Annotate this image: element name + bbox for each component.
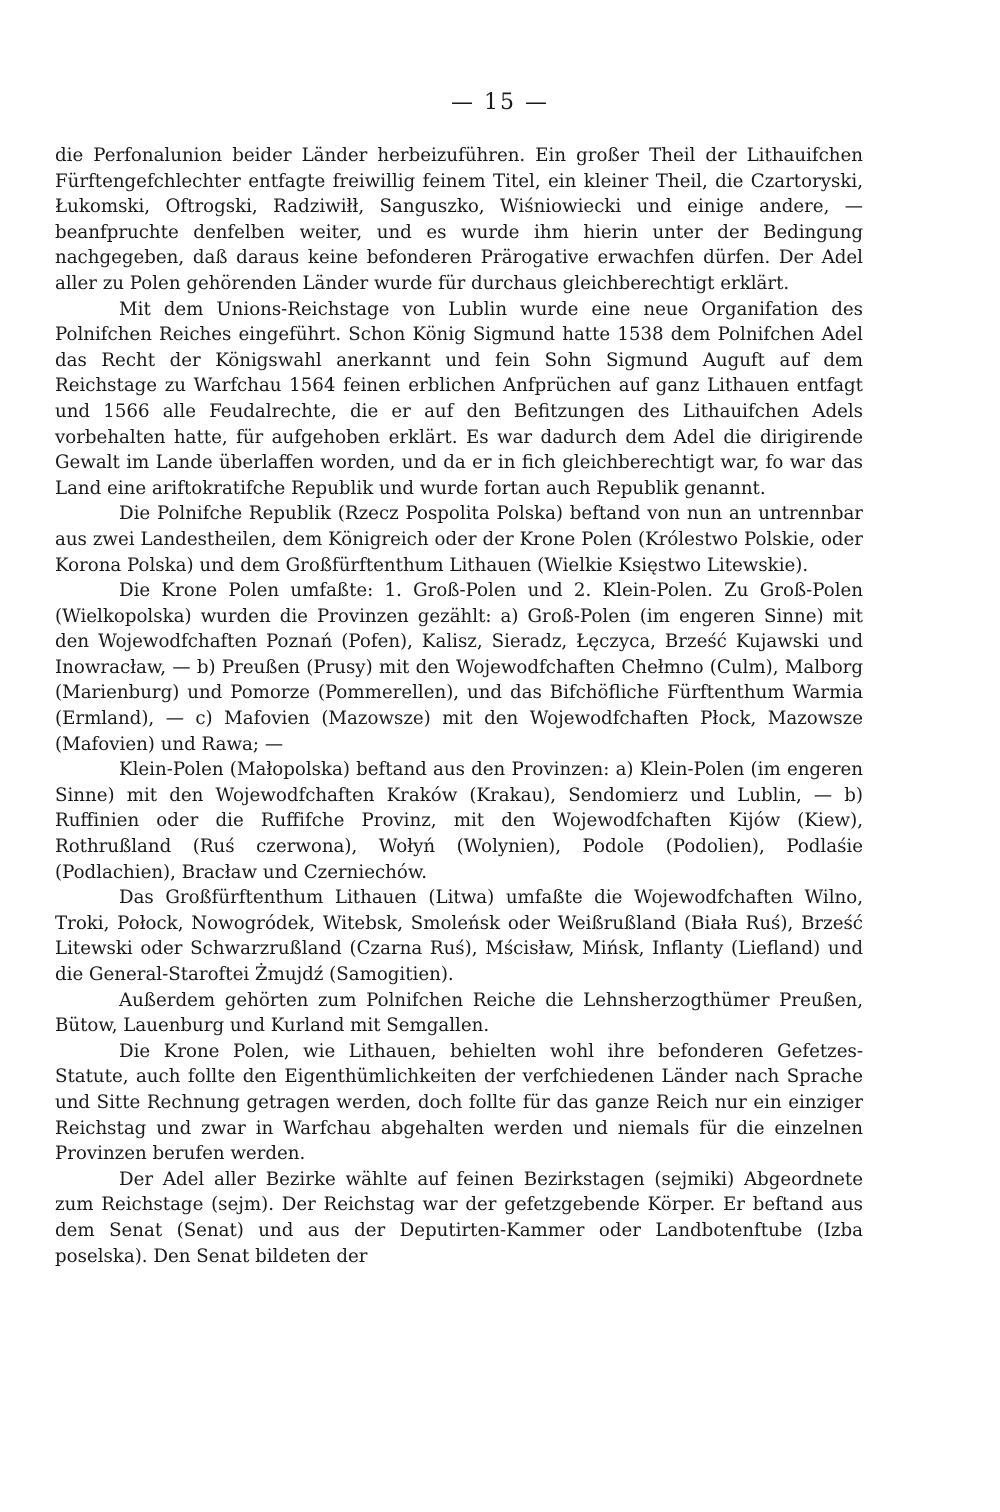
paragraph-lesser-poland: Klein-Polen (Małopolska) beftand aus den Provinzen: a) Klein-Polen (im engeren Sinne) mit den Wojewodfchaften Kraków (Krakau), Sendomierz und Lublin, — b) Ruffinien oder die Ruffifche Provinz, mit den Wojewodfchaften Kijów (Kiew), Rothrußland (Ruś czerwona), Wołyń (Wolynien), Podole (Podolien), Podlaśie (Podlachien), Bracław und Czerniechów. [55,759,863,883]
paragraph-fiefdoms: Außerdem gehörten zum Polnifchen Reiche die Lehnsherzogthümer Preußen, Bütow, Lauenburg und Kurland mit Semgallen. [55,989,863,1037]
paragraph-polish-republic: Die Polnifche Republik (Rzecz Pospolita Polska) beftand von nun an untrennbar aus zwei Landestheilen, dem Königreich oder der Krone Polen (Królestwo Polskie, oder Korona Polska) und dem Großfürftenthum Lithauen (Wielkie Księstwo Litewskie). [55,503,863,576]
paragraph-lublin-reichstag: Mit dem Unions-Reichstage von Lublin wurde eine neue Organifation des Polnifchen Reiches eingeführt. Schon König Sigmund hatte 1538 dem Polnifchen Adel das Recht der Königswahl anerkannt und fein Sohn Sigmund Auguft auf dem Reichstage zu Warfchau 1564 feinen erblichen Anfprüchen auf ganz Lithauen entfagt und 1566 alle Feudalrechte, die er auf den Befitzungen des Lithauifchen Adels vorbehalten hatte, für aufgehoben erklärt. Es war dadurch dem Adel die dirigirende Gewalt im Lande überlaffen worden, und da er in fich gleichberechtigt war, fo war das Land eine ariftokratifche Republik und wurde fortan auch Republik genannt. [55,298,863,499]
paragraph-statutes: Die Krone Polen, wie Lithauen, behielten wohl ihre befonderen Gefetzes-Statute, auch follte den Eigenthümlichkeiten der verfchiedenen Länder nach Sprache und Sitte Rechnung getragen werden, doch follte für das ganze Reich nur ein einziger Reichstag und zwar in Warfchau abgehalten werden und niemals für die einzelnen Provinzen berufen werden. [55,1040,863,1165]
page-number: — 15 — [451,90,549,115]
body-text [55,143,863,1269]
paragraph-sejm: Der Adel aller Bezirke wählte auf feinen Bezirkstagen (sejmiki) Abgeordnete zum Reichstage (sejm). Der Reichstag war der gefetzgebende Körper. Er beftand aus dem Senat (Senat) und aus der Deputirten-Kammer oder Landbotenftube (Izba poselska). Den Senat bildeten der [55,1168,863,1267]
paragraph-crown-of-poland: Die Krone Polen umfaßte: 1. Groß-Polen und 2. Klein-Polen. Zu Groß-Polen (Wielkopolska) wurden die Provinzen gezählt: a) Groß-Polen (im engeren Sinne) mit den Wojewodfchaften Poznań (Pofen), Kalisz, Sieradz, Łęczyca, Brześć Kujawski und Inowracław, — b) Preußen (Prusy) mit den Wojewodfchaften Chełmno (Culm), Malborg (Marienburg) und Pomorze (Pommerellen), und das Bifchöfliche Fürftenthum Warmia (Ermland), — c) Mafovien (Mazowsze) mit den Wojewodfchaften Płock, Mazowsze (Mafovien) und Rawa; — [55,580,863,755]
paragraph-personal-union: die Perfonalunion beider Länder herbeizuführen. Ein großer Theil der Lithauifchen Fürftengefchlechter entfagte freiwillig feinem Titel, ein kleiner Theil, die Czartoryski, Łukomski, Oftrogski, Radziwiłł, Sanguszko, Wiśniowiecki und einige andere, — beanfpruchte denfelben weiter, und es wurde ihm hierin unter der Bedingung nachgegeben, daß daraus keine befonderen Prärogative erwachfen dürfen. Der Adel aller zu Polen gehörenden Länder wurde für durchaus gleichberechtigt erklärt. [55,145,863,294]
paragraph-grand-duchy-lithuania: Das Großfürftenthum Lithauen (Litwa) umfaßte die Wojewodfchaften Wilno, Troki, Połock, Nowogródek, Witebsk, Smoleńsk oder Weißrußland (Biała Ruś), Brześć Litewski oder Schwarzrußland (Czarna Ruś), Mścisław, Mińsk, Inflanty (Liefland) und die General-Staroftei Żmujdź (Samogitien). [55,887,863,985]
